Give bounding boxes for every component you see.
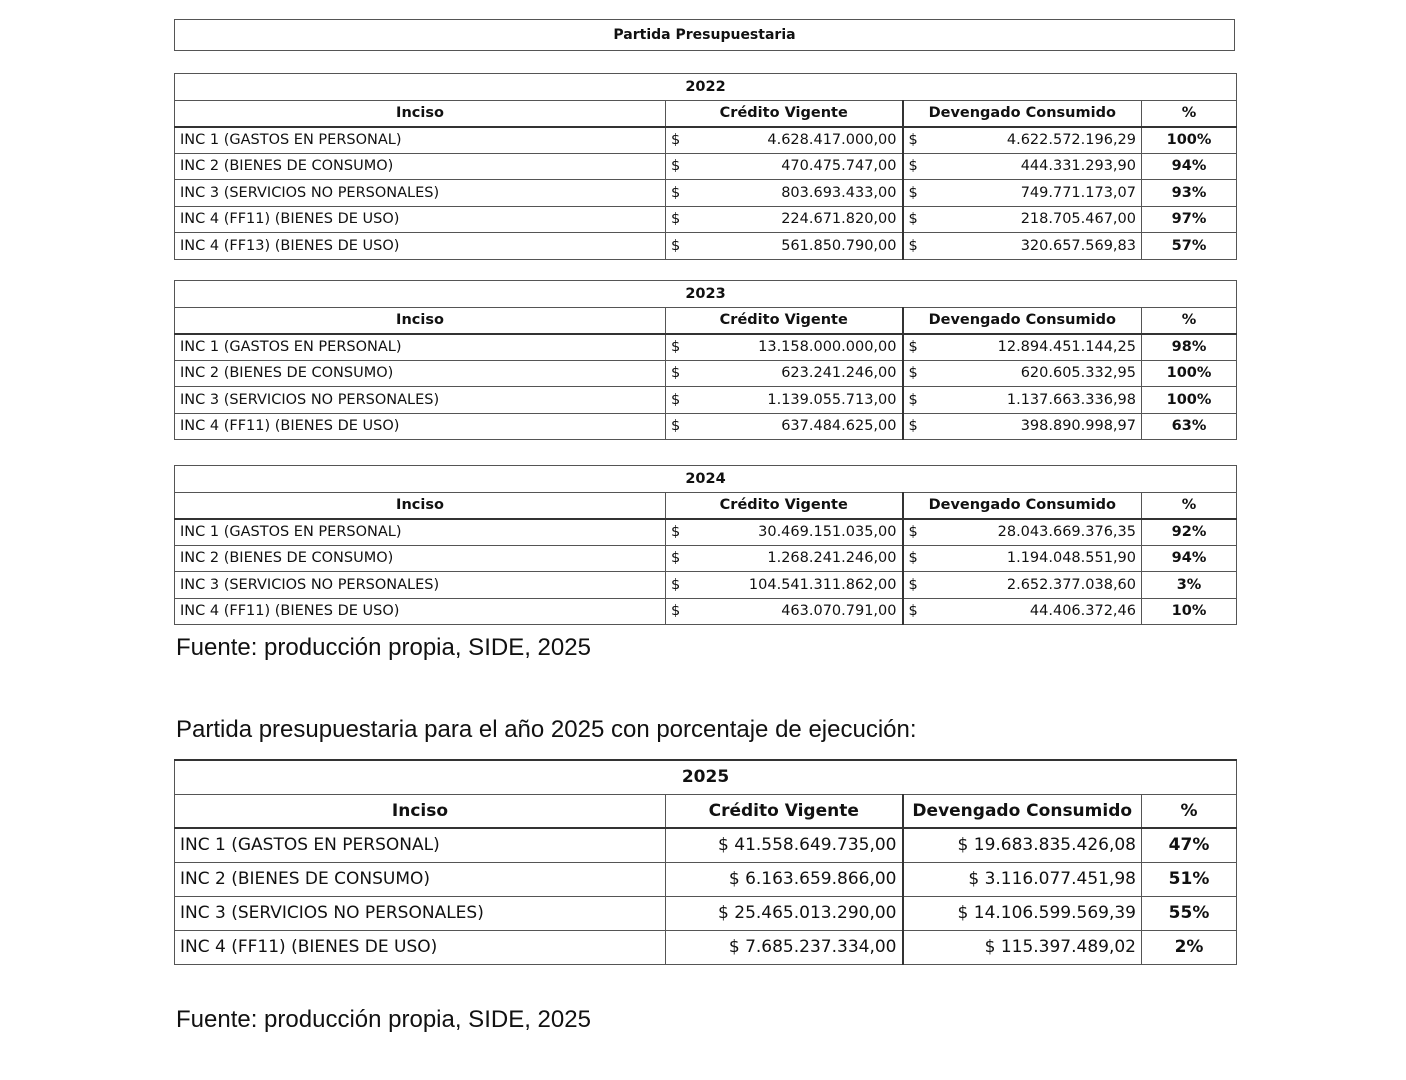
devengado-cell (903, 545, 1142, 572)
col-header-pct: % (1142, 307, 1237, 334)
currency-symbol: $ (908, 339, 918, 355)
credito-cell: $ 25.465.013.290,00 (666, 896, 903, 930)
page-title: Partida Presupuestaria (174, 19, 1235, 51)
devengado-value: 620.605.332,95 (1020, 365, 1136, 382)
credito-cell (666, 360, 903, 387)
devengado-value: 398.890.998,97 (1020, 418, 1136, 435)
inciso-cell: INC 2 (BIENES DE CONSUMO) (175, 153, 666, 180)
source-note: Fuente: producción propia, SIDE, 2025 (176, 634, 591, 661)
devengado-cell (903, 180, 1142, 207)
credito-cell (666, 598, 903, 625)
devengado-value: 444.331.293,90 (1020, 158, 1136, 175)
col-header-pct: % (1142, 100, 1237, 127)
credito-cell (666, 127, 903, 154)
currency-symbol: $ (908, 237, 918, 254)
credito-cell (666, 572, 903, 599)
currency-symbol: $ (908, 184, 918, 201)
currency-symbol: $ (908, 211, 918, 228)
currency-symbol: $ (671, 576, 681, 593)
credito-value: 470.475.747,00 (781, 158, 897, 175)
devengado-cell (903, 206, 1142, 233)
col-header-credito: Crédito Vigente (666, 794, 903, 828)
pct-cell: 100% (1142, 360, 1237, 387)
devengado-value: 1.194.048.551,90 (1006, 550, 1136, 567)
year-label: 2023 (175, 281, 1237, 308)
inciso-cell: INC 4 (FF11) (BIENES DE USO) (175, 206, 666, 233)
credito-cell (666, 206, 903, 233)
devengado-cell (903, 334, 1142, 361)
table-row (175, 862, 1237, 896)
col-header-inciso: Inciso (175, 794, 666, 828)
pct-cell: 100% (1142, 387, 1237, 414)
col-header-inciso: Inciso (175, 307, 666, 334)
year-label: 2024 (175, 466, 1237, 493)
table-row (175, 828, 1237, 862)
col-header-inciso: Inciso (175, 492, 666, 519)
pct-cell: 94% (1142, 153, 1237, 180)
year-row (175, 760, 1237, 794)
budget-table-2025 (174, 759, 1237, 965)
inciso-cell: INC 3 (SERVICIOS NO PERSONALES) (175, 180, 666, 207)
currency-symbol: $ (671, 237, 681, 254)
credito-cell: $ 41.558.649.735,00 (666, 828, 903, 862)
pct-cell: 51% (1142, 862, 1237, 896)
table-row (175, 572, 1237, 599)
pct-cell: 97% (1142, 206, 1237, 233)
year-row (175, 281, 1237, 308)
credito-value: 4.628.417.000,00 (767, 132, 897, 148)
credito-value: 463.070.791,00 (781, 603, 897, 620)
table-row (175, 180, 1237, 207)
credito-cell (666, 387, 903, 414)
devengado-cell: $ 14.106.599.569,39 (903, 896, 1142, 930)
devengado-cell (903, 233, 1142, 260)
inciso-cell: INC 2 (BIENES DE CONSUMO) (175, 545, 666, 572)
pct-cell: 98% (1142, 334, 1237, 361)
currency-symbol: $ (671, 391, 681, 408)
table-row (175, 233, 1237, 260)
pct-cell: 93% (1142, 180, 1237, 207)
credito-cell (666, 545, 903, 572)
devengado-cell: $ 3.116.077.451,98 (903, 862, 1142, 896)
credito-cell (666, 413, 903, 440)
inciso-cell: INC 2 (BIENES DE CONSUMO) (175, 862, 666, 896)
pct-cell: 63% (1142, 413, 1237, 440)
table-row (175, 413, 1237, 440)
credito-cell (666, 519, 903, 546)
credito-cell (666, 153, 903, 180)
credito-value: 1.139.055.713,00 (767, 391, 897, 408)
currency-symbol: $ (671, 418, 681, 435)
inciso-cell: INC 3 (SERVICIOS NO PERSONALES) (175, 572, 666, 599)
budget-table-2024 (174, 465, 1237, 625)
inciso-cell: INC 1 (GASTOS EN PERSONAL) (175, 334, 666, 361)
devengado-value: 28.043.669.376,35 (997, 524, 1136, 540)
table-row (175, 206, 1237, 233)
pct-cell: 2% (1142, 930, 1237, 964)
budget-table-2022 (174, 73, 1237, 260)
table-row (175, 545, 1237, 572)
devengado-cell: $ 19.683.835.426,08 (903, 828, 1142, 862)
currency-symbol: $ (671, 365, 681, 382)
col-header-pct: % (1142, 492, 1237, 519)
devengado-value: 320.657.569,83 (1020, 237, 1136, 254)
devengado-value: 1.137.663.336,98 (1006, 391, 1136, 408)
header-row (175, 100, 1237, 127)
credito-value: 13.158.000.000,00 (758, 339, 897, 355)
pct-cell: 100% (1142, 127, 1237, 154)
year-label: 2025 (175, 760, 1237, 794)
credito-value: 224.671.820,00 (781, 211, 897, 228)
credito-cell: $ 6.163.659.866,00 (666, 862, 903, 896)
table-row (175, 519, 1237, 546)
currency-symbol: $ (671, 158, 681, 175)
credito-value: 561.850.790,00 (781, 237, 897, 254)
currency-symbol: $ (671, 603, 681, 620)
currency-symbol: $ (671, 132, 681, 148)
table-row (175, 153, 1237, 180)
devengado-cell: $ 115.397.489,02 (903, 930, 1142, 964)
col-header-devengado: Devengado Consumido (903, 100, 1142, 127)
credito-value: 637.484.625,00 (781, 418, 897, 435)
header-row (175, 492, 1237, 519)
col-header-devengado: Devengado Consumido (903, 492, 1142, 519)
pct-cell: 92% (1142, 519, 1237, 546)
table-row (175, 334, 1237, 361)
inciso-cell: INC 1 (GASTOS EN PERSONAL) (175, 127, 666, 154)
pct-cell: 94% (1142, 545, 1237, 572)
currency-symbol: $ (671, 339, 681, 355)
table-row (175, 896, 1237, 930)
inciso-cell: INC 4 (FF11) (BIENES DE USO) (175, 413, 666, 440)
col-header-pct: % (1142, 794, 1237, 828)
devengado-value: 44.406.372,46 (1029, 603, 1136, 620)
currency-symbol: $ (908, 365, 918, 382)
devengado-cell (903, 572, 1142, 599)
devengado-value: 218.705.467,00 (1020, 211, 1136, 228)
source-note: Fuente: producción propia, SIDE, 2025 (176, 1006, 591, 1033)
currency-symbol: $ (908, 603, 918, 620)
credito-value: 623.241.246,00 (781, 365, 897, 382)
credito-value: 104.541.311.862,00 (748, 576, 897, 593)
credito-value: 1.268.241.246,00 (767, 550, 897, 567)
devengado-cell (903, 519, 1142, 546)
table-row (175, 598, 1237, 625)
currency-symbol: $ (671, 184, 681, 201)
credito-cell (666, 180, 903, 207)
currency-symbol: $ (671, 211, 681, 228)
inciso-cell: INC 1 (GASTOS EN PERSONAL) (175, 519, 666, 546)
table-row (175, 360, 1237, 387)
col-header-credito: Crédito Vigente (666, 100, 903, 127)
col-header-inciso: Inciso (175, 100, 666, 127)
table-row (175, 930, 1237, 964)
devengado-value: 4.622.572.196,29 (1006, 132, 1136, 148)
pct-cell: 47% (1142, 828, 1237, 862)
credito-cell (666, 233, 903, 260)
currency-symbol: $ (908, 550, 918, 567)
currency-symbol: $ (908, 132, 918, 148)
pct-cell: 57% (1142, 233, 1237, 260)
devengado-cell (903, 127, 1142, 154)
col-header-devengado: Devengado Consumido (903, 307, 1142, 334)
devengado-cell (903, 153, 1142, 180)
devengado-value: 12.894.451.144,25 (997, 339, 1136, 355)
currency-symbol: $ (908, 576, 918, 593)
devengado-value: 2.652.377.038,60 (1006, 576, 1136, 593)
col-header-devengado: Devengado Consumido (903, 794, 1142, 828)
inciso-cell: INC 2 (BIENES DE CONSUMO) (175, 360, 666, 387)
table-row (175, 127, 1237, 154)
currency-symbol: $ (908, 391, 918, 408)
inciso-cell: INC 3 (SERVICIOS NO PERSONALES) (175, 896, 666, 930)
credito-cell: $ 7.685.237.334,00 (666, 930, 903, 964)
col-header-credito: Crédito Vigente (666, 492, 903, 519)
table-row (175, 387, 1237, 414)
devengado-cell (903, 387, 1142, 414)
credito-value: 30.469.151.035,00 (758, 524, 897, 540)
currency-symbol: $ (671, 524, 681, 540)
devengado-cell (903, 360, 1142, 387)
inciso-cell: INC 4 (FF13) (BIENES DE USO) (175, 233, 666, 260)
inciso-cell: INC 4 (FF11) (BIENES DE USO) (175, 930, 666, 964)
currency-symbol: $ (908, 524, 918, 540)
devengado-value: 749.771.173,07 (1020, 184, 1136, 201)
budget-table-2023 (174, 280, 1237, 440)
pct-cell: 3% (1142, 572, 1237, 599)
inciso-cell: INC 1 (GASTOS EN PERSONAL) (175, 828, 666, 862)
year-row (175, 74, 1237, 101)
section-intro-2025: Partida presupuestaria para el año 2025 con porcentaje de ejecución: (176, 716, 917, 743)
inciso-cell: INC 3 (SERVICIOS NO PERSONALES) (175, 387, 666, 414)
currency-symbol: $ (908, 418, 918, 435)
pct-cell: 55% (1142, 896, 1237, 930)
currency-symbol: $ (908, 158, 918, 175)
credito-value: 803.693.433,00 (781, 184, 897, 201)
col-header-credito: Crédito Vigente (666, 307, 903, 334)
header-row (175, 307, 1237, 334)
year-label: 2022 (175, 74, 1237, 101)
inciso-cell: INC 4 (FF11) (BIENES DE USO) (175, 598, 666, 625)
currency-symbol: $ (671, 550, 681, 567)
devengado-cell (903, 413, 1142, 440)
year-row (175, 466, 1237, 493)
header-row (175, 794, 1237, 828)
credito-cell (666, 334, 903, 361)
pct-cell: 10% (1142, 598, 1237, 625)
devengado-cell (903, 598, 1142, 625)
